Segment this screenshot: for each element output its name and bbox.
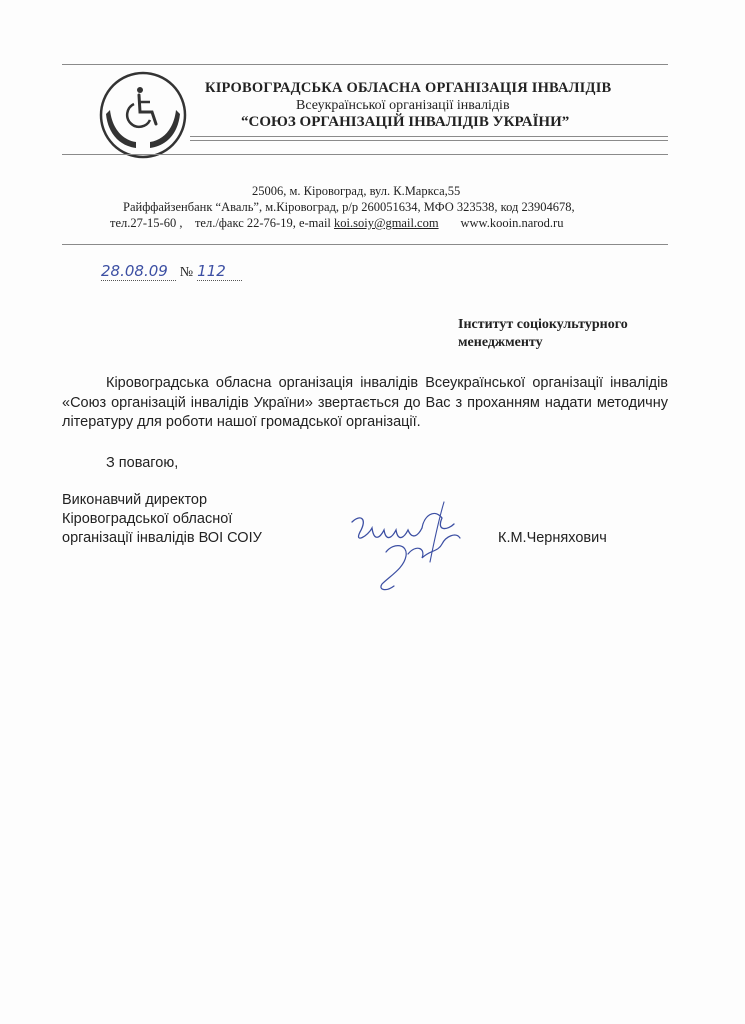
header-rule-1 [190,136,668,137]
signatory-title-3: організації інвалідів ВОІ СОІУ [62,530,262,546]
signatory-name: К.М.Черняхович [498,530,607,546]
reference-number-label: № [179,265,194,280]
recipient-line2: менеджменту [458,335,543,350]
address: 25006, м. Кіровоград, вул. К.Маркса,55 [252,184,461,198]
header-rule-3 [62,154,668,155]
parent-organization: Всеукраїнської організації інвалідів [296,98,510,113]
contact-line [110,216,563,231]
union-name: “СОЮЗ ОРГАНІЗАЦІЙ ІНВАЛІДІВ УКРАЇНИ” [241,114,570,130]
recipient-line1: Інститут соціокультурного [458,317,628,332]
signatory-title-2: Кіровоградської обласної [62,511,233,527]
organization-name: КІРОВОГРАДСЬКА ОБЛАСНА ОРГАНІЗАЦІЯ ІНВАЛІДІВ [205,80,612,96]
contacts-rule [62,244,668,245]
reference-number: 112 [197,262,242,281]
closing: З повагою, [106,455,179,471]
letter-body: Кіровоградська обласна організація інвалідів Всеукраїнської організації інвалідів «Союз організацій інвалідів України» звертається до Вас з проханням надати методичну літературу для роботи нашої громадської організації. [62,375,668,430]
organization-logo-icon [98,70,188,160]
header-rule-2 [190,140,668,141]
reference-date: 28.08.09 [101,262,176,281]
website[interactable]: www.kooin.narod.ru [460,216,564,230]
signatory-title-1: Виконавчий директор [62,492,208,508]
phone: тел.27-15-60 , [110,216,183,230]
bank-details: Райффайзенбанк “Аваль”, м.Кіровоград, р/р 260051634, МФО 323538, код 23904678, [123,200,575,214]
email-link[interactable]: koi.soiy@gmail.com [334,216,439,230]
fax: тел./факс 22-76-19, e-mail [194,216,331,230]
reference-line [101,262,242,281]
top-rule [62,64,668,65]
handwritten-signature [338,492,478,596]
